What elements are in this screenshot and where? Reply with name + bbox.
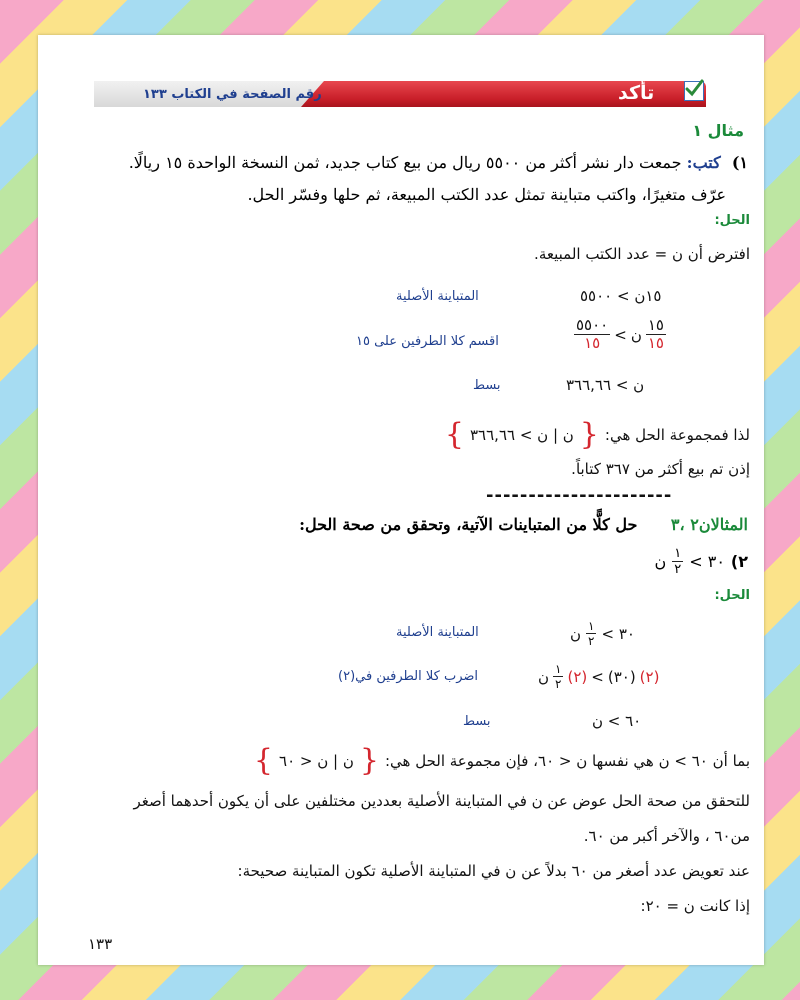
example23-solution-set-inner: ن | ن < ٦٠ bbox=[279, 751, 354, 770]
example23-check-line2: من٦٠ ، والآخر أكبر من ٦٠. bbox=[583, 827, 750, 845]
example23-step1-fraction: $\frac{١}{٢}$ bbox=[588, 619, 595, 648]
example1-step2-right-fraction: $\frac{٥٥٠٠}{١٥}$ bbox=[576, 316, 609, 352]
example1-title: مثال ١ bbox=[692, 121, 744, 140]
example1-step2-expression: $\frac{١٥}{١٥}$ ن > $\frac{٥٥٠٠}{١٥}$ bbox=[576, 316, 664, 352]
example23-title: المثالان٢ ،٣ bbox=[670, 515, 748, 534]
example23-step1-expression: ٣٠ > $\frac{١}{٢}$ ن bbox=[570, 619, 635, 648]
example1-solution-set: لذا فمجموعة الحل هي: { ن | ن > ٣٦٦,٦٦ } bbox=[444, 417, 750, 452]
example23-restate-text: بما أن ٦٠ > ن هي نفسها ن < ٦٠، فإن مجموعة الحل هي: bbox=[384, 751, 750, 770]
banner-title: تأكد bbox=[618, 82, 655, 104]
checkmark-icon bbox=[684, 79, 704, 99]
example1-conclusion: إذن تم بيع أكثر من ٣٦٧ كتاباً. bbox=[571, 460, 750, 478]
example1-step1-note: المتباينة الأصلية bbox=[396, 289, 479, 304]
example1-solution-set-inner: ن | ن > ٣٦٦,٦٦ bbox=[470, 425, 574, 444]
example1-assumption: افترض أن ن = عدد الكتب المبيعة. bbox=[534, 245, 750, 263]
example1-statement-line1: جمعت دار نشر أكثر من ٥٥٠٠ ريال من بيع كتاب جديد، ثمن النسخة الواحدة ١٥ ريالًا. bbox=[128, 153, 682, 172]
example23-step1-note: المتباينة الأصلية bbox=[396, 625, 479, 640]
example23-step3-note: بسط bbox=[463, 714, 491, 729]
worksheet-page bbox=[38, 35, 764, 965]
example23-instruction: حل كلًّا من المتباينات الآتية، وتحقق من صحة الحل: bbox=[299, 515, 638, 534]
example1-solution-label: الحل: bbox=[714, 213, 750, 228]
example1-topic: كتب: bbox=[686, 153, 721, 172]
section-divider: ---------------------- bbox=[486, 485, 673, 506]
example23-step2-fraction: $\frac{١}{٢}$ bbox=[555, 662, 562, 691]
example1-step2-note: اقسم كلا الطرفين على ١٥ bbox=[356, 334, 499, 349]
checkbox-icon bbox=[684, 81, 704, 101]
example1-statement-line2: عرّف متغيرًا، واكتب متباينة تمثل عدد الكتب المبيعة، ثم حلها وفسّر الحل. bbox=[247, 185, 726, 204]
example1-problem-number: ١) bbox=[731, 153, 748, 172]
example23-problem: ٢) ٣٠ > $\frac{١}{٢}$ ن bbox=[654, 546, 748, 577]
example1-solution-set-label: لذا فمجموعة الحل هي: bbox=[604, 425, 750, 444]
example23-step2-expression: (٢) (٣٠) > (٢) $\frac{١}{٢}$ ن bbox=[538, 662, 660, 691]
example23-problem-fraction: $\frac{١}{٢}$ bbox=[674, 546, 682, 577]
example1-step3-expression: ن > ٣٦٦,٦٦ bbox=[566, 376, 645, 394]
example23-solution-label: الحل: bbox=[714, 588, 750, 603]
page-number: ١٣٣ bbox=[88, 935, 113, 953]
example23-step3-expression: ٦٠ > ن bbox=[592, 712, 642, 730]
example23-solution-set: بما أن ٦٠ > ن هي نفسها ن < ٦٠، فإن مجموعة الحل هي: { ن | ن < ٦٠ } bbox=[253, 743, 750, 778]
example23-step2-note: اضرب كلا الطرفين في(٢) bbox=[338, 669, 479, 684]
example23-check-line1: للتحقق من صحة الحل عوض عن ن في المتباينة الأصلية بعددين مختلفين على أن يكون أحدهما أصغر bbox=[133, 792, 750, 810]
example1-step3-note: بسط bbox=[473, 378, 501, 393]
example1-problem bbox=[129, 153, 748, 172]
example1-step1-expression: ١٥ن > ٥٥٠٠ bbox=[580, 287, 662, 305]
example23-problem-number: ٢) bbox=[730, 552, 748, 571]
book-page-reference: رقم الصفحة في الكتاب ١٣٣ bbox=[143, 87, 322, 102]
example23-header bbox=[299, 515, 748, 534]
example1-step2-left-fraction: $\frac{١٥}{١٥}$ bbox=[647, 316, 664, 352]
example23-check-line3: عند تعويض عدد أصغر من ٦٠ بدلاً عن ن في المتباينة الأصلية تكون المتباينة صحيحة: bbox=[237, 862, 750, 880]
example23-check-line4: إذا كانت ن = ٢٠: bbox=[640, 897, 750, 915]
